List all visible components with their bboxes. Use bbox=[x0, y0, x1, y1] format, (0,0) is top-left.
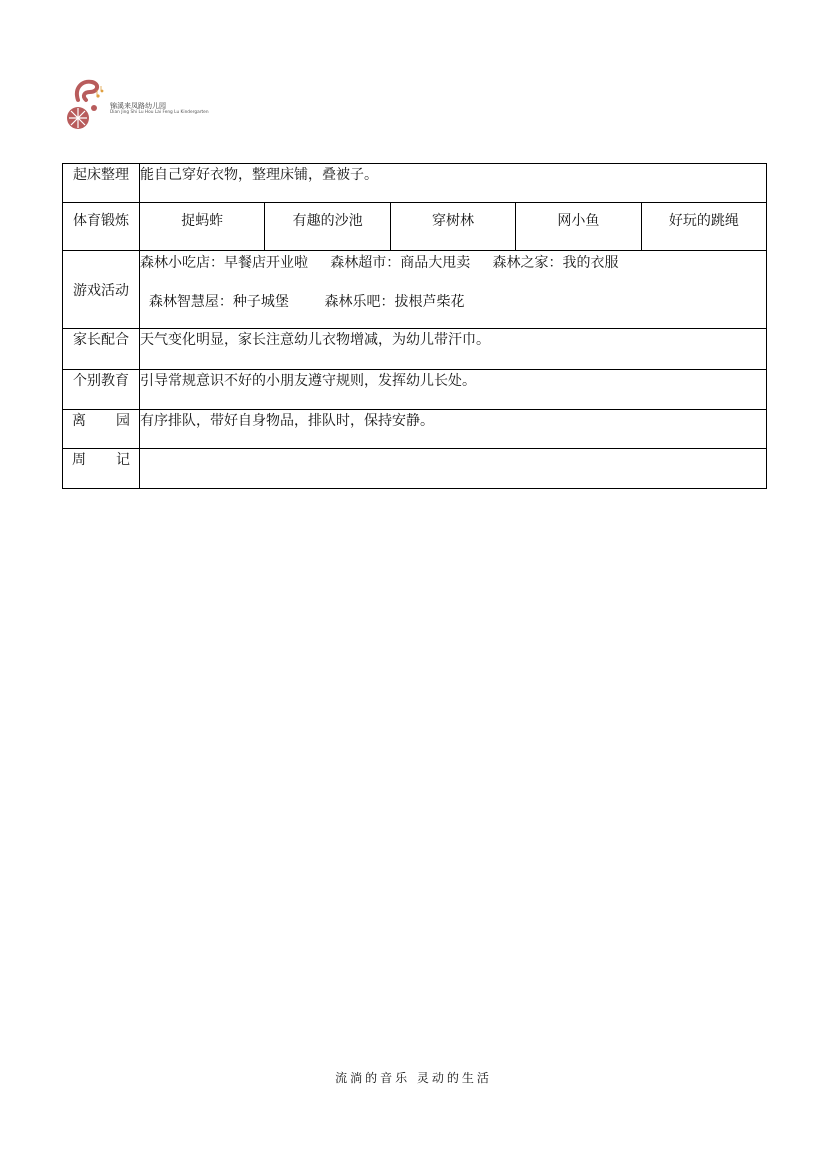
row-label-char: 记 bbox=[116, 452, 130, 468]
row-label-char: 周 bbox=[72, 452, 86, 468]
row-label: 游戏活动 bbox=[63, 251, 140, 329]
kindergarten-logo bbox=[64, 74, 209, 134]
logo-emblem-icon bbox=[64, 74, 110, 134]
row-content bbox=[140, 449, 767, 489]
row-label: 起床整理 bbox=[63, 164, 140, 203]
logo-name-cn: 锦溪来凤路幼儿园 bbox=[110, 102, 166, 110]
table-row bbox=[63, 164, 767, 203]
row-label-char: 离 bbox=[72, 413, 86, 429]
row-label bbox=[63, 449, 140, 489]
table-row bbox=[63, 449, 767, 489]
sports-item: 捉蚂蚱 bbox=[181, 213, 224, 229]
row-label: 家长配合 bbox=[63, 329, 140, 370]
sports-item: 网小鱼 bbox=[515, 203, 640, 250]
game-line: 森林小吃店：早餐店开业啦 森林超市：商品大甩卖 森林之家：我的衣服 bbox=[140, 255, 619, 271]
row-label: 个别教育 bbox=[63, 370, 140, 410]
row-content: 能自己穿好衣物，整理床铺，叠被子。 bbox=[140, 164, 767, 203]
daily-plan-table bbox=[62, 163, 767, 489]
row-label-char: 园 bbox=[116, 413, 130, 429]
table-row bbox=[63, 329, 767, 370]
row-label: 体育锻炼 bbox=[63, 203, 140, 251]
row-content: 天气变化明显，家长注意幼儿衣物增减，为幼儿带汗巾。 bbox=[140, 329, 767, 370]
row-content: 引导常规意识不好的小朋友遵守规则，发挥幼儿长处。 bbox=[140, 370, 767, 410]
table-row bbox=[63, 251, 767, 329]
sports-activities bbox=[140, 203, 766, 250]
page-footer: 流淌的音乐 灵动的生活 bbox=[335, 1071, 492, 1085]
logo-name-en: Dian Jing Shi Lu Hou Lai Feng Lu Kindergarten bbox=[110, 110, 209, 115]
row-content: 有序排队，带好自身物品，排队时，保持安静。 bbox=[140, 410, 767, 449]
game-line: 森林智慧屋：种子城堡 森林乐吧：拔根芦柴花 bbox=[140, 294, 465, 310]
sports-item: 穿树林 bbox=[390, 203, 515, 250]
row-label bbox=[63, 410, 140, 449]
sports-item: 好玩的跳绳 bbox=[641, 203, 766, 250]
table-row bbox=[63, 203, 767, 251]
sports-item: 有趣的沙池 bbox=[264, 203, 389, 250]
table-row bbox=[63, 370, 767, 410]
table-row bbox=[63, 410, 767, 449]
